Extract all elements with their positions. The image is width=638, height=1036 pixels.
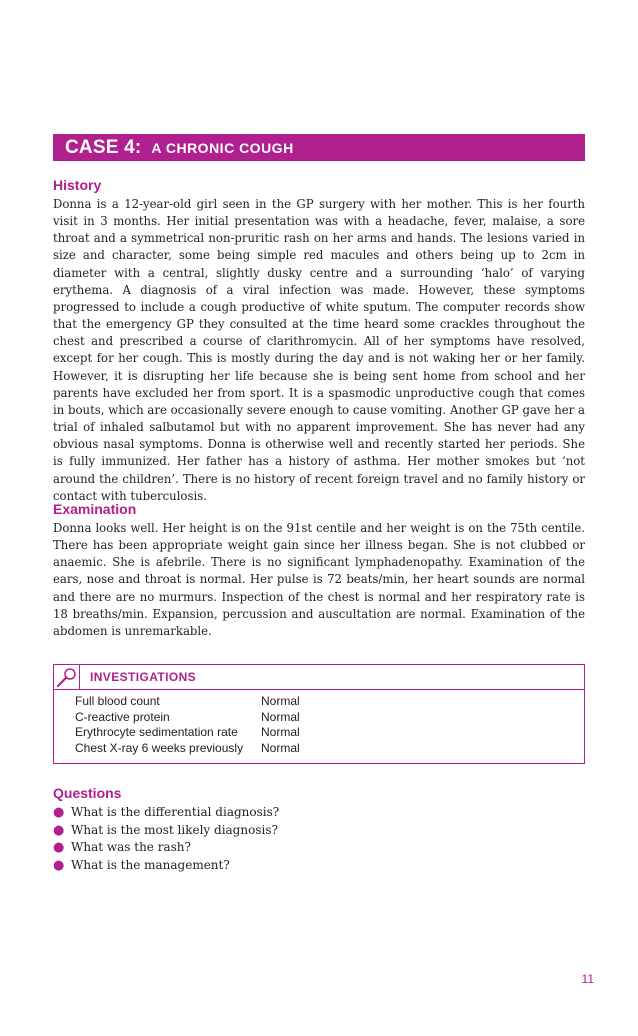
case-banner — [53, 134, 585, 161]
investigation-row — [75, 725, 300, 741]
investigation-test: C-reactive protein — [75, 709, 170, 724]
investigation-test: Erythrocyte sedimentation rate — [75, 725, 238, 739]
investigation-result: Normal — [261, 694, 300, 708]
investigation-row — [75, 694, 300, 710]
question-item — [53, 822, 279, 840]
examination-text: Donna looks well. Her height is on the 91st centile and her weight is on the 75th centile. There has been appropriate weight gain since her illness began. She is not clubbed or anaemic. She is afebrile. There is no significant lymphadenopathy. Examination of the ears, nose and throat is normal. Her pulse is 72 beats/min, her heart sounds are normal and there are no murmurs. Inspection of the chest is normal and her respiratory rate is 18 breaths/min. Expansion, percussion and auscultation are normal. Examination of the abdomen is unremarkable. — [53, 521, 585, 638]
investigations-icon-cell — [54, 665, 80, 689]
investigation-test: Full blood count — [75, 694, 160, 708]
examination-heading: Examination — [53, 501, 137, 517]
bullet-icon: ● — [53, 822, 65, 838]
question-text: What was the rash? — [71, 840, 191, 854]
bullet-icon: ● — [53, 840, 65, 855]
bullet-icon: ● — [53, 857, 65, 873]
question-item — [53, 857, 279, 875]
investigations-title: INVESTIGATIONS — [90, 670, 197, 684]
investigations-table — [75, 694, 300, 756]
question-item — [53, 804, 279, 822]
question-item — [53, 839, 279, 857]
question-text: What is the most likely diagnosis? — [71, 822, 278, 837]
investigation-row — [75, 710, 300, 726]
investigation-row — [75, 741, 300, 757]
history-text: Donna is a 12-year-old girl seen in the GP surgery with her mother. This is her fourth visit in 3 months. Her initial presentation was with a headache, fever, malaise, a sore throat and a symmetrical non-pruritic rash on her arms and hands. The lesions varied in size and character, some being simple red macules and others being up to 2cm in diameter with a central, slightly dusky centre and a surrounding ‘halo’ of varying erythema. A diagnosis of a viral infection was made. However, these symptoms progressed to include a cough productive of white sputum. The computer records show that the emergency GP they consulted at the time heard some crackles throughout the chest and prescribed a course of clarithromycin. All of her symptoms have resolved, except for her cough. This is mostly during the day and is not waking her or her family. However, it is disrupting her life because she is being sent home from school and her parents have excluded her from sport. It is a spasmodic unproductive cough that comes in bouts, which are occasionally severe enough to cause vomiting. Another GP gave her a trial of inhaled salbutamol but with no apparent improvement. She has never had any obvious nasal symptoms. Donna is otherwise well and recently started her periods. She is fully immunized. Her father has a history of asthma. Her mother smokes but ‘not around the children’. There is no history of recent foreign travel and no family history or contact with tuberculosis. — [53, 197, 585, 503]
investigation-result: Normal — [261, 740, 300, 755]
case-number: CASE 4: — [65, 136, 142, 158]
investigation-result: Normal — [261, 709, 300, 724]
bullet-icon: ● — [53, 805, 65, 820]
question-text: What is the management? — [71, 857, 230, 872]
question-text: What is the differential diagnosis? — [71, 805, 280, 819]
questions-list — [53, 804, 279, 874]
questions-heading: Questions — [53, 785, 122, 801]
magnifier-icon — [54, 665, 80, 689]
case-title: A CHRONIC COUGH — [151, 139, 294, 156]
page-number: 11 — [581, 972, 594, 986]
investigation-result: Normal — [261, 725, 300, 739]
investigations-box — [53, 664, 585, 764]
investigation-test: Chest X-ray 6 weeks previously — [75, 740, 244, 755]
history-heading: History — [53, 177, 102, 193]
investigations-divider — [54, 689, 584, 690]
